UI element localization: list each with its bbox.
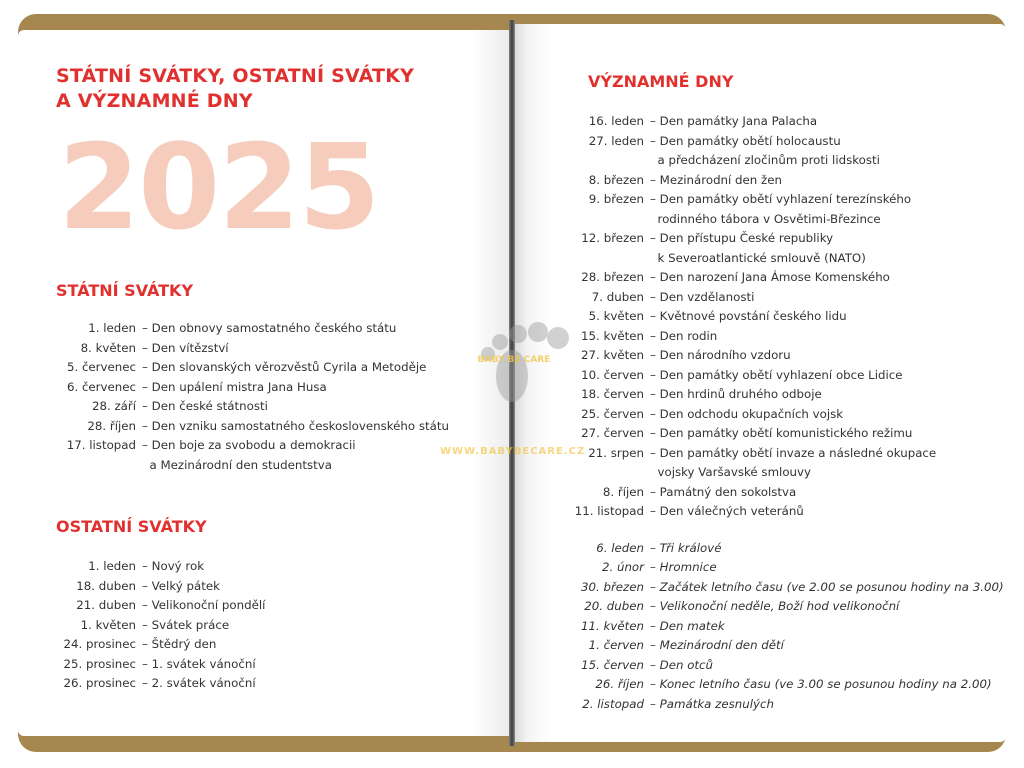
list-item: [552, 405, 1004, 425]
year-display: 2025: [58, 118, 379, 256]
list-item: [552, 307, 1004, 327]
item-name: – Den památky obětí invaze a následné okupace vojsky Varšavské smlouvy: [650, 445, 937, 479]
item-name: – Hromnice: [650, 560, 717, 574]
list-item: [552, 597, 1004, 617]
item-name: – Den české státnosti: [142, 399, 268, 413]
item-date: 2. únor: [601, 560, 644, 574]
item-name: – Tři králové: [650, 540, 722, 555]
item-name: – Den obnovy samostatného českého státu: [142, 321, 397, 335]
item-name: – Svátek práce: [142, 617, 230, 632]
list-item: [552, 346, 1004, 366]
item-name: – Začátek letního času (ve 2.00 se posunou hodiny na 3.00): [650, 579, 1004, 594]
item-date: 5. květen: [588, 309, 644, 323]
right-page: [512, 24, 1006, 742]
item-name: – Den hrdinů druhého odboje: [650, 387, 822, 401]
item-name: – Konec letního času (ve 3.00 se posunou hodiny na 2.00): [650, 677, 992, 691]
item-name: – Den památky obětí komunistického režimu: [650, 426, 913, 440]
list-item: [552, 558, 1004, 578]
item-date: 2. listopad: [582, 696, 644, 711]
list-item: [552, 385, 1004, 405]
list-item: [552, 656, 1004, 676]
list-item: [552, 327, 1004, 347]
watermark-logo-text: BABY BE CARE: [477, 355, 551, 365]
list-item: [552, 268, 1004, 288]
item-date: 9. březen: [588, 192, 644, 206]
list-item: [552, 636, 1004, 656]
list-item: [552, 366, 1004, 386]
list-item: [552, 132, 1004, 171]
item-date: 28. říjen: [87, 418, 136, 433]
list-item: [552, 112, 1004, 132]
item-name: – Den národního vzdoru: [650, 348, 791, 362]
item-name: – Den památky obětí holocaustu a předcházení zločinům proti lidskosti: [650, 133, 880, 167]
item-date: 1. leden: [88, 559, 136, 573]
item-name: – Den otců: [650, 657, 714, 672]
item-date: 8. květen: [80, 340, 136, 355]
item-date: 1. červen: [588, 638, 644, 652]
item-name: – Den vzdělanosti: [650, 289, 755, 304]
baby-foot-watermark-icon: [474, 316, 574, 416]
item-name: – Den památky obětí vyhlazení terezínského rodinného tábora v Osvětimi-Březince: [650, 192, 912, 226]
list-item: [38, 358, 449, 378]
list-gap: [552, 522, 1004, 539]
item-date: 26. říjen: [595, 677, 644, 691]
item-name: – Den památky obětí vyhlazení obce Lidice: [650, 367, 903, 382]
item-name: – Den odchodu okupačních vojsk: [650, 406, 844, 421]
item-name: – Památný den sokolstva: [650, 484, 797, 499]
item-date: 8. říjen: [602, 484, 644, 499]
item-name: – Štědrý den: [142, 637, 217, 651]
list-item: [38, 417, 449, 437]
item-date: 27. leden: [588, 133, 644, 148]
state-holidays-heading: STÁTNÍ SVÁTKY: [56, 281, 194, 300]
item-date: 16. leden: [588, 114, 644, 128]
item-date: 1. leden: [88, 321, 136, 335]
list-item: [38, 319, 449, 339]
item-date: 11. květen: [581, 618, 644, 633]
item-name: – Den upálení mistra Jana Husa: [142, 379, 327, 394]
item-date: 28. březen: [581, 270, 644, 284]
list-item: [552, 502, 1004, 522]
list-item: [38, 635, 265, 655]
item-date: 18. duben: [76, 578, 136, 593]
left-page: [18, 30, 512, 736]
list-item: [552, 190, 1004, 229]
item-name: – Den přístupu České republiky k Severoatlantické smlouvě (NATO): [650, 231, 866, 265]
item-date: 1. květen: [80, 617, 136, 632]
item-date: 15. květen: [581, 328, 644, 343]
list-item: [38, 655, 265, 675]
list-item: [38, 577, 265, 597]
list-item: [552, 171, 1004, 191]
list-item: [552, 675, 1004, 695]
significant-days-heading: VÝZNAMNÉ DNY: [588, 72, 734, 91]
item-name: – Velikonoční pondělí: [142, 598, 266, 612]
list-item: [552, 539, 1004, 559]
list-item: [552, 424, 1004, 444]
list-item: [38, 616, 265, 636]
list-item: [552, 229, 1004, 268]
state-holidays-list: [38, 319, 449, 475]
title-line-2: A VÝZNAMNÉ DNY: [56, 90, 253, 112]
item-date: 7. duben: [591, 289, 644, 304]
item-name: – Den vzniku samostatného československého státu: [142, 418, 449, 433]
title-line-1: STÁTNÍ SVÁTKY, OSTATNÍ SVÁTKY: [56, 65, 415, 87]
item-name: – Den boje za svobodu a demokracii a Mezinárodní den studentstva: [142, 438, 356, 472]
item-date: 25. prosinec: [63, 656, 136, 671]
item-date: 6. červenec: [66, 379, 136, 394]
item-date: 10. červen: [581, 367, 644, 382]
item-name: – Den válečných veteránů: [650, 504, 804, 518]
list-item: [552, 578, 1004, 598]
other-holidays-heading: OSTATNÍ SVÁTKY: [56, 517, 207, 536]
list-item: [552, 617, 1004, 637]
list-item: [38, 339, 449, 359]
item-date: 21. duben: [76, 598, 136, 612]
item-name: – Den památky Jana Palacha: [650, 114, 818, 128]
item-name: – Květnové povstání českého lidu: [650, 309, 847, 323]
list-item: [38, 596, 265, 616]
item-name: – Mezinárodní den dětí: [650, 638, 784, 652]
item-date: 26. prosinec: [63, 676, 136, 690]
item-date: 24. prosinec: [63, 637, 136, 651]
list-item: [552, 444, 1004, 483]
list-item: [38, 557, 265, 577]
list-item: [552, 695, 1004, 715]
item-name: – 1. svátek vánoční: [142, 656, 256, 671]
item-name: – Den slovanských věrozvěstů Cyrila a Metoděje: [142, 360, 427, 374]
item-date: 30. březen: [580, 579, 644, 594]
item-date: 28. září: [91, 399, 136, 413]
watermark-url: WWW.BABYBECARE.CZ: [440, 446, 586, 457]
item-date: 27. červen: [581, 426, 644, 440]
item-date: 27. květen: [581, 348, 644, 362]
list-item: [38, 436, 449, 475]
item-name: – Den matek: [650, 618, 725, 633]
item-date: 17. listopad: [66, 438, 136, 452]
item-name: – Památka zesnulých: [650, 696, 774, 711]
item-date: 21. srpen: [588, 445, 644, 460]
item-date: 20. duben: [584, 599, 644, 613]
list-item: [38, 674, 265, 694]
significant-days-list: [552, 112, 1004, 714]
item-name: – Velký pátek: [142, 578, 220, 593]
other-holidays-list: [38, 557, 265, 694]
item-name: – 2. svátek vánoční: [142, 676, 256, 690]
item-date: 8. březen: [588, 172, 644, 187]
item-name: – Den vítězství: [142, 340, 229, 355]
page-title: [56, 64, 414, 114]
item-date: 15. červen: [581, 657, 644, 672]
item-date: 6. leden: [596, 540, 644, 555]
item-date: 25. červen: [581, 406, 644, 421]
list-item: [38, 378, 449, 398]
item-name: – Nový rok: [142, 559, 205, 573]
item-date: 5. červenec: [66, 360, 136, 374]
list-item: [552, 483, 1004, 503]
item-date: 12. březen: [581, 231, 644, 245]
item-date: 18. červen: [581, 387, 644, 401]
item-name: – Velikonoční neděle, Boží hod velikonoční: [650, 599, 900, 613]
list-item: [38, 397, 449, 417]
item-name: – Den rodin: [650, 328, 718, 343]
list-item: [552, 288, 1004, 308]
item-name: – Mezinárodní den žen: [650, 172, 782, 187]
item-name: – Den narození Jana Ámose Komenského: [650, 270, 890, 284]
item-date: 11. listopad: [574, 504, 644, 518]
